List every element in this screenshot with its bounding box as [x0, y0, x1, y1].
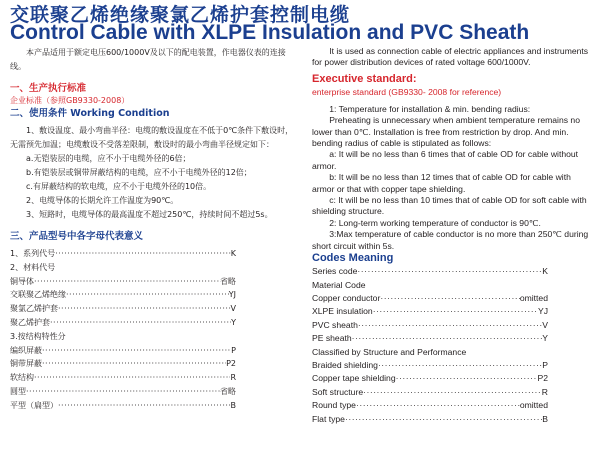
codes-list-cn — [10, 247, 236, 413]
code-label: 聚乙烯护套 — [10, 317, 50, 327]
code-leader — [42, 344, 231, 358]
code-value: P — [542, 359, 548, 370]
code-leader — [55, 247, 231, 261]
code-row — [10, 371, 236, 385]
condition-3-en: 3:Max temperature of cable conductor is no more than 250℃ during short circuit within 5s. — [312, 229, 589, 251]
code-value: P — [231, 345, 236, 355]
code-leader — [356, 399, 520, 412]
condition-a-en: a: It will be no less than 6 times that of cable OD for cable without armor. — [312, 149, 579, 171]
code-value: R — [541, 386, 548, 397]
code-value: YJ — [537, 306, 548, 317]
code-value: Y — [542, 333, 548, 344]
code-value: 省略 — [220, 276, 236, 286]
condition-c-cn: c.有屏蔽结构的软电缆，应不小于电缆外径的10倍。 — [26, 182, 212, 191]
executive-standard-reference: enterprise standard (GB9330- 2008 for reference) — [312, 86, 502, 97]
code-label: 铜导体 — [10, 276, 34, 286]
left-column-chinese — [10, 46, 296, 413]
code-leader — [380, 292, 519, 305]
code-value: R — [230, 373, 236, 383]
title-chinese: 交联聚乙烯绝缘聚氯乙烯护套控制电缆 — [10, 4, 351, 26]
code-row — [312, 386, 548, 399]
code-label: 铜带屏蔽 — [10, 359, 42, 369]
code-leader — [34, 275, 220, 289]
code-row — [312, 346, 548, 359]
code-value: B — [230, 400, 236, 410]
code-row — [312, 319, 548, 332]
code-row — [10, 302, 236, 316]
code-leader — [42, 357, 226, 371]
code-label: 圆型 — [10, 386, 26, 396]
code-row — [312, 279, 548, 292]
code-label: PE sheath — [312, 333, 352, 344]
code-label: Flat type — [312, 413, 345, 424]
code-label: 2、材料代号 — [10, 262, 56, 272]
code-label: XLPE insulation — [312, 306, 373, 317]
code-leader — [352, 332, 543, 345]
section-codes-heading-cn: 三、产品型号中各字母代表意义 — [10, 231, 144, 242]
code-label: 交联聚乙烯绝缘 — [10, 290, 66, 300]
condition-1-cn: 1、敷设温度、最小弯曲半径：电缆的敷设温度在不低于0℃条件下敷设时，无需预先加温；电缆敷设不受落差限制，敷设时的最小弯曲半径规定如下： — [10, 126, 294, 149]
intro-en: It is used as connection cable of electric appliances and instruments for power distribution devices of rated voltage 600/1000V. — [312, 46, 589, 68]
code-value: omitted — [519, 400, 548, 411]
code-row — [312, 265, 548, 278]
code-value: V — [542, 319, 548, 330]
code-label: Soft structure — [312, 386, 364, 397]
code-row — [10, 385, 236, 399]
code-row — [312, 305, 548, 318]
code-value: V — [230, 304, 236, 314]
standard-reference-cn: 企业标准（参照GB9330-2008） — [10, 96, 130, 105]
condition-a-cn: a.无铠装层的电缆，应不小于电缆外径的6倍； — [26, 154, 191, 163]
code-row — [312, 399, 548, 412]
code-label: Copper conductor — [312, 292, 381, 303]
code-row — [10, 275, 236, 289]
code-value: B — [542, 413, 548, 424]
code-value: P2 — [226, 359, 236, 369]
code-row — [312, 359, 548, 372]
condition-c-en: c: It will be no less than 10 times that of cable OD for soft cable with shielding structure. — [312, 195, 587, 217]
code-value: omitted — [519, 292, 548, 303]
condition-3-cn: 3、短路时，电缆导体的最高温度不超过250℃，持续时间不超过5s。 — [26, 210, 273, 219]
code-label: Braided shielding — [312, 359, 378, 370]
code-label: Series code — [312, 266, 358, 277]
executive-standard-heading: Executive standard: — [312, 72, 417, 85]
code-row — [312, 292, 548, 305]
code-leader — [50, 316, 231, 330]
code-row — [10, 261, 236, 275]
code-leader — [58, 399, 231, 413]
code-value: YJ — [228, 290, 236, 300]
code-label: 1、系列代号 — [10, 249, 56, 258]
code-label: 编织屏蔽 — [10, 345, 42, 355]
condition-b-en: b: It will be no less than 12 times that of cable OD for cable with armor or that with copper tape shielding. — [312, 172, 571, 194]
code-value: Y — [231, 317, 236, 327]
condition-2-cn: 2、电缆导体的长期允许工作温度为90℃。 — [26, 196, 179, 205]
code-leader — [357, 265, 542, 278]
code-leader — [345, 413, 542, 426]
code-row — [312, 332, 548, 345]
code-label: 软结构 — [10, 373, 34, 383]
code-leader — [396, 372, 538, 385]
code-leader — [378, 359, 542, 372]
section-working-condition-heading: 二、使用条件 Working Condition — [10, 108, 170, 119]
code-leader — [34, 371, 230, 385]
code-label: Copper tape shielding — [312, 373, 396, 384]
code-row — [312, 372, 548, 385]
code-leader — [58, 302, 231, 316]
intro-cn: 本产品适用于额定电压600/1000V及以下的配电装置，作电器仪表的连接线。 — [10, 48, 286, 71]
code-label: Classified by Structure and Performance — [312, 346, 467, 357]
code-row — [10, 330, 236, 344]
code-value: K — [230, 249, 236, 258]
code-row — [10, 288, 236, 302]
code-value: K — [542, 266, 548, 277]
code-leader — [358, 319, 542, 332]
code-row — [10, 247, 236, 261]
code-row — [10, 316, 236, 330]
code-label: PVC sheath — [312, 319, 358, 330]
codes-meaning-heading: Codes Meaning — [312, 252, 394, 265]
section-standard-heading-cn: 一、生产执行标准 — [10, 83, 87, 94]
code-leader — [26, 385, 220, 399]
code-label: 聚氯乙烯护套 — [10, 304, 58, 314]
code-label: 3.按结构特性分 — [10, 331, 66, 341]
code-leader — [363, 386, 542, 399]
code-label: 平型（扁型） — [10, 400, 58, 410]
code-label: Material Code — [312, 279, 366, 290]
code-row — [10, 344, 236, 358]
condition-2-en: 2: Long-term working temperature of conductor is 90℃. — [329, 217, 541, 228]
code-row — [312, 413, 548, 426]
condition-b-cn: b.有铠装层或铜带屏蔽结构的电缆，应不小于电缆外径的12倍； — [26, 168, 252, 177]
code-leader — [66, 288, 229, 302]
code-row — [10, 357, 236, 371]
right-column-english — [312, 46, 594, 426]
code-value: P2 — [537, 373, 548, 384]
code-row — [10, 399, 236, 413]
code-value: 省略 — [220, 386, 236, 396]
code-label: Round type — [312, 400, 356, 411]
title-english: Control Cable with XLPE Insulation and PVC Sheath — [10, 21, 530, 44]
condition-1-body-en: Preheating is unnecessary when ambient temperature remains no lower than 0℃. Installation is free from restriction by drop. And min. bending radius of cable is stipulated as follows: — [312, 115, 580, 149]
codes-list-en — [312, 265, 548, 426]
condition-1-title-en: 1: Temperature for installation & min. bending radius: — [329, 103, 531, 114]
code-leader — [373, 305, 538, 318]
